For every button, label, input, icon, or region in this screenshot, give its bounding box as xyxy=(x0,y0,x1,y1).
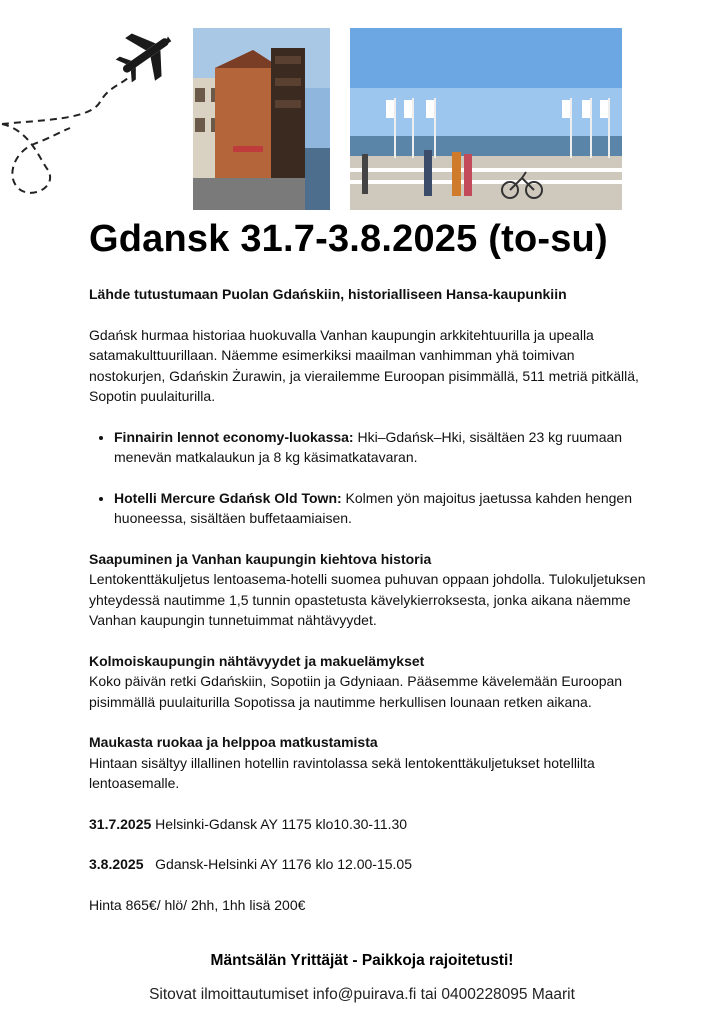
price: Hinta 865€/ hlö/ 2hh, 1hh lisä 200€ xyxy=(89,896,306,913)
section-body-food: Hintaan sisältyy illallinen hotellin ravintolassa sekä lentokenttäkuljetukset hotellilta lentoasemalle. xyxy=(89,754,595,791)
footer-contact: Sitovat ilmoittautumiset info@puirava.fi tai 0400228095 Maarit xyxy=(149,986,575,1003)
subtitle: Lähde tutustumaan Puolan Gdańskiin, historialliseen Hansa-kaupunkiin xyxy=(89,286,567,302)
intro-paragraph: Gdańsk hurmaa historiaa huokuvalla Vanhan kaupungin arkkitehtuurilla ja upealla satamakulttuurillaan. Näemme esimerkiksi maailman vanhimman yhä toimivan nostokurjen, Gdańskin Żurawin, ja vierailemme Euroopan pisimmällä, 511 metriä pitkällä, Sopotin puulaiturilla. xyxy=(89,326,639,404)
list-item xyxy=(114,427,649,468)
section-heading-arrival: Saapuminen ja Vanhan kaupungin kiehtova historia xyxy=(89,550,432,567)
flight-details: Helsinki-Gdansk AY 1175 klo10.30-11.30 xyxy=(151,815,408,832)
flight-date: 3.8.2025 xyxy=(89,856,144,872)
pier-photo xyxy=(350,28,622,210)
section-body-tricity: Koko päivän retki Gdańskiin, Sopotiin ja Gdyniaan. Pääsemme kävelemään Euroopan pisimmällä puulaiturilla Sopotissa ja nautimme herkullisen lounaan retken aikana. xyxy=(89,673,623,710)
flight-outbound xyxy=(89,814,649,835)
bullet-bold: Hotelli Mercure Gdańsk Old Town: xyxy=(114,489,342,506)
content xyxy=(89,284,649,915)
airplane-icon xyxy=(0,20,190,210)
bullet-text: Hki–Gdańsk–Hki, sisältäen 23 kg ruumaan menevän matkalaukun ja 8 kg käsimatkatavaran. xyxy=(114,428,623,465)
crane-photo xyxy=(193,28,330,210)
section-heading-food: Maukasta ruokaa ja helppoa matkustamista xyxy=(89,734,378,750)
section-heading-tricity: Kolmoiskaupungin nähtävyydet ja makuelämykset xyxy=(89,652,425,669)
page-title: Gdansk 31.7-3.8.2025 (to-su) xyxy=(89,218,608,260)
footer-slogan: Mäntsälän Yrittäjät - Paikkoja rajoitetusti! xyxy=(210,952,514,969)
section-body-arrival: Lentokenttäkuljetus lentoasema-hotelli suomea puhuvan oppaan johdolla. Tulokuljetuksen yhteydessä nautimme 1,5 tunnin opastetusta kävelykierroksesta, jonka aikana näemme Vanhan kaupungin tunnetuimmat nähtävyydet. xyxy=(89,571,646,628)
bullet-bold: Finnairin lennot economy-luokassa: xyxy=(114,428,354,445)
flight-details: Gdansk-Helsinki AY 1176 klo 12.00-15.05 xyxy=(143,856,412,872)
flight-return xyxy=(89,854,649,875)
flight-date: 31.7.2025 xyxy=(89,815,152,832)
inclusions-list xyxy=(89,427,649,529)
list-item xyxy=(114,488,649,529)
bullet-text: Kolmen yön majoitus jaetussa kahden hengen huoneessa, sisältäen buffetaamiaisen. xyxy=(114,489,632,526)
